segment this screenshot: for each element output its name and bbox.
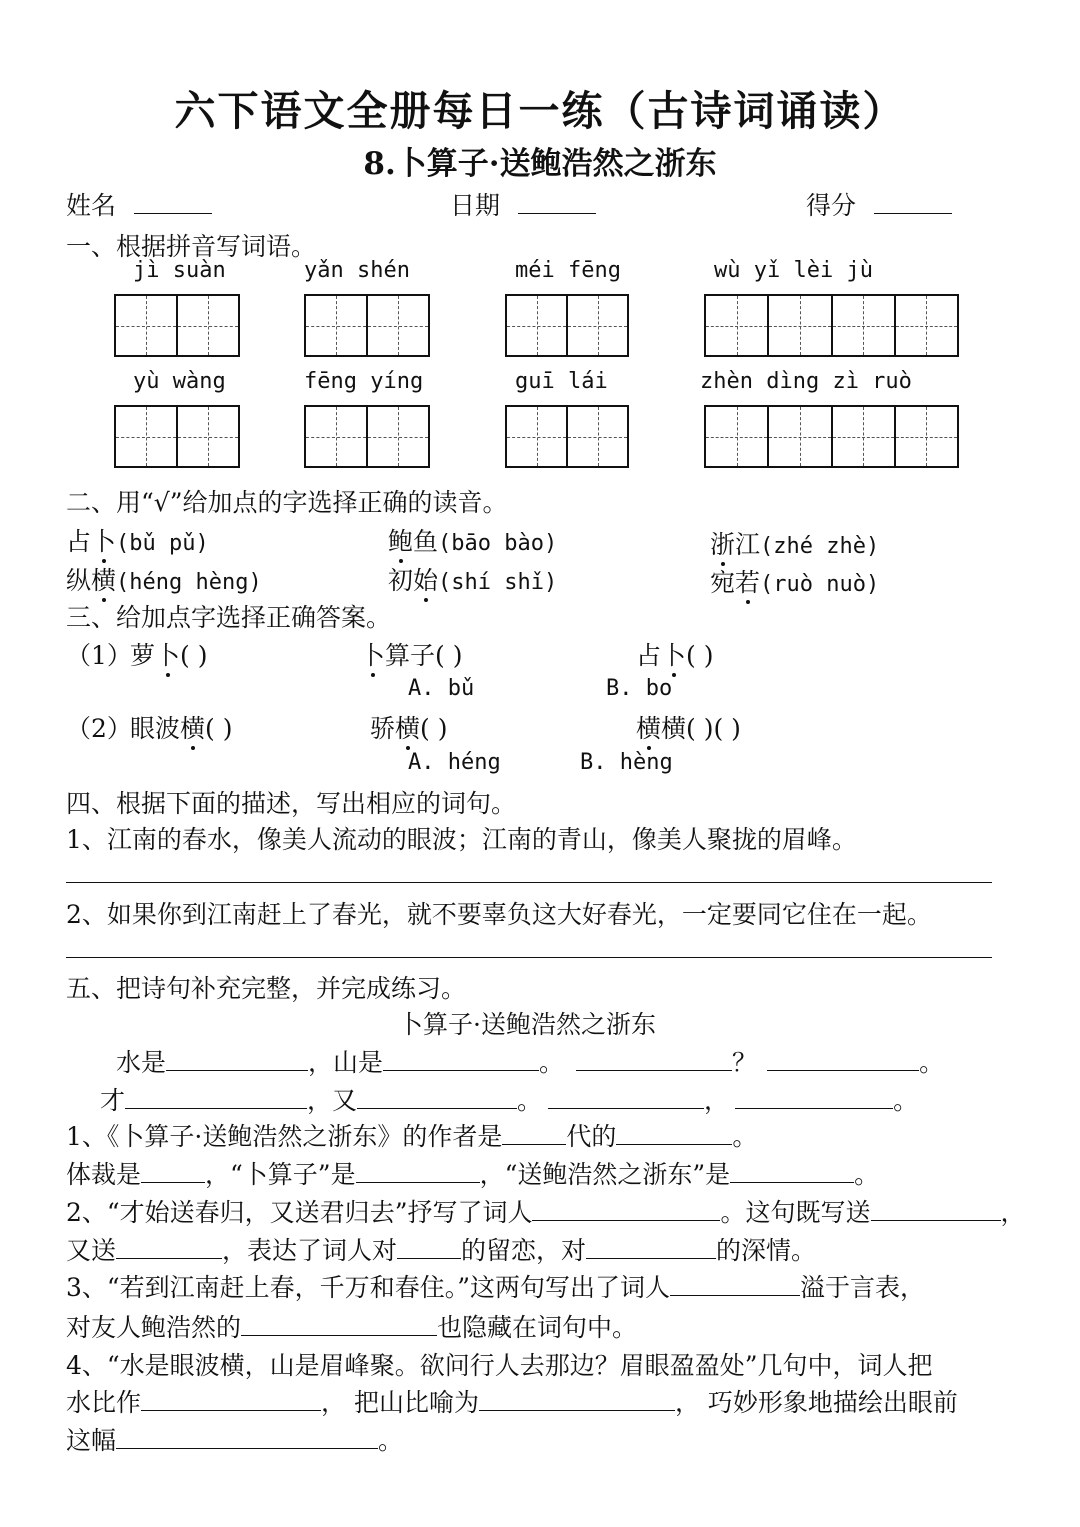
section-2-heading: 二、用“√”给加点的字选择正确的读音。: [66, 488, 508, 517]
answer-blank[interactable]: [141, 1388, 321, 1411]
q4-2-text: 2、如果你到江南赶上了春光，就不要辜负这大好春光，一定要同它住在一起。: [66, 900, 932, 929]
dotted-char: 卜: [91, 527, 117, 556]
writing-grid[interactable]: [304, 294, 430, 357]
name-label: 姓名: [66, 191, 117, 220]
pinyin-label: wù yǐ lèi jù: [714, 258, 873, 283]
pinyin-label: jì suàn: [133, 258, 226, 283]
answer-blank[interactable]: [735, 1086, 893, 1109]
q3-1-number: （1）: [66, 641, 132, 670]
answer-line[interactable]: [66, 882, 992, 883]
answer-blank[interactable]: ( )( ): [686, 714, 741, 743]
reading-item[interactable]: 浙江(zhé zhè): [710, 530, 880, 559]
answer-blank[interactable]: [767, 1048, 919, 1071]
answer-blank[interactable]: [670, 1273, 800, 1296]
dotted-char: 若: [735, 568, 761, 597]
writing-grid[interactable]: [704, 405, 959, 468]
pinyin-label: yù wàng: [133, 369, 226, 394]
answer-blank[interactable]: [356, 1160, 480, 1183]
section-3-heading: 三、给加点字选择正确答案。: [66, 603, 392, 632]
q5-4c: 这幅 。: [66, 1426, 404, 1455]
writing-grid[interactable]: [704, 294, 959, 357]
answer-blank[interactable]: [383, 1048, 539, 1071]
reading-item[interactable]: 初始(shí shǐ): [388, 566, 558, 595]
dotted-char: 横: [636, 714, 662, 743]
section-4-heading: 四、根据下面的描述，写出相应的词句。: [66, 789, 517, 818]
writing-grid[interactable]: [304, 405, 430, 468]
dotted-char: 始: [413, 566, 439, 595]
dotted-char: 横: [91, 566, 117, 595]
writing-grid[interactable]: [114, 405, 240, 468]
reading-item[interactable]: 纵横(héng hèng): [66, 566, 262, 595]
date-label: 日期: [450, 191, 501, 220]
option-b: B. hèng: [580, 750, 673, 775]
answer-blank[interactable]: [479, 1388, 675, 1411]
q5-1b: 体裁是 ，“卜算子”是 ，“送鲍浩然之浙东”是 。: [66, 1160, 880, 1189]
writing-grid[interactable]: [505, 405, 629, 468]
answer-blank[interactable]: [548, 1086, 704, 1109]
reading-options: (zhé zhè): [760, 534, 880, 559]
answer-blank[interactable]: ( ): [420, 714, 448, 743]
choice-item[interactable]: 骄横( ): [370, 714, 448, 743]
q5-2b: 又送 ，表达了词人对 的留恋，对 的深情。: [66, 1236, 817, 1265]
date-field[interactable]: [450, 186, 596, 222]
reading-item[interactable]: 鲍鱼(bāo bào): [388, 527, 558, 556]
writing-grid[interactable]: [505, 294, 629, 357]
dotted-char: 卜: [155, 641, 181, 670]
reading-options: (bāo bào): [438, 531, 558, 556]
answer-blank[interactable]: [141, 1160, 205, 1183]
answer-blank[interactable]: [871, 1198, 1001, 1221]
q5-3a: 3、“若到江南赶上春，千万和春住。”这两句写出了词人 溢于言表，: [66, 1273, 925, 1302]
answer-blank[interactable]: [357, 1086, 517, 1109]
poem-line-1: 水是 ，山是 。 ？ 。: [116, 1048, 945, 1077]
answer-blank[interactable]: [166, 1048, 308, 1071]
option-a: A. héng: [408, 750, 501, 775]
choice-item[interactable]: 卜算子( ): [360, 641, 463, 670]
q5-4a: 4、“水是眼波横，山是眉峰聚。欲问行人去那边？眉眼盈盈处”几句中，词人把: [66, 1351, 933, 1380]
option-a: A. bǔ: [408, 676, 475, 701]
score-field[interactable]: [806, 186, 952, 222]
answer-blank[interactable]: [125, 1086, 307, 1109]
answer-line[interactable]: [66, 957, 992, 958]
choice-item[interactable]: 占卜( ): [636, 641, 714, 670]
q5-1a: 1、《卜算子·送鲍浩然之浙东》的作者是 代的 。: [66, 1122, 758, 1151]
answer-blank[interactable]: [616, 1122, 732, 1145]
poem-title: 卜算子·送鲍浩然之浙东: [398, 1010, 656, 1039]
answer-blank[interactable]: [730, 1160, 854, 1183]
pinyin-label: méi fēng: [515, 258, 621, 283]
section-1-heading: 一、根据拼音写词语。: [66, 232, 317, 261]
q4-1-text: 1、江南的春水，像美人流动的眼波；江南的青山，像美人聚拢的眉峰。: [66, 825, 857, 854]
section-5-heading: 五、把诗句补充完整，并完成练习。: [66, 974, 467, 1003]
answer-blank[interactable]: [532, 1198, 720, 1221]
dotted-char: 浙: [710, 530, 736, 559]
pinyin-label: zhèn dìng zì ruò: [700, 369, 912, 394]
pinyin-label: fēng yíng: [304, 369, 424, 394]
answer-blank[interactable]: [241, 1313, 437, 1336]
name-field[interactable]: [66, 186, 212, 222]
choice-item[interactable]: 眼波横( ): [130, 714, 233, 743]
poem-line-2: 才 ，又 。 ， 。: [100, 1086, 919, 1115]
answer-blank[interactable]: [502, 1122, 566, 1145]
page-title: 六下语文全册每日一练（古诗词诵读）: [174, 87, 906, 135]
answer-blank[interactable]: [116, 1236, 222, 1259]
reading-item[interactable]: 宛若(ruò nuò): [710, 568, 880, 597]
choice-item[interactable]: 横横( )( ): [636, 714, 741, 743]
q5-2a: 2、“才始送春归，又送君归去”抒写了词人 。这句既写送 ，: [66, 1198, 1026, 1227]
reading-item[interactable]: 占卜(bǔ pǔ): [66, 527, 209, 556]
dotted-char: 横: [395, 714, 421, 743]
q5-3b: 对友人鲍浩然的 也隐藏在词句中。: [66, 1313, 638, 1342]
reading-options: (ruò nuò): [760, 572, 880, 597]
answer-blank[interactable]: ( ): [205, 714, 233, 743]
writing-grid[interactable]: [114, 294, 240, 357]
reading-options: (bǔ pǔ): [116, 531, 209, 556]
pinyin-label: yǎn shén: [304, 258, 410, 283]
answer-blank[interactable]: ( ): [686, 641, 714, 670]
dotted-char: 卜: [661, 641, 687, 670]
poem-subtitle: 8.卜算子·送鲍浩然之浙东: [363, 146, 717, 182]
option-b: B. bo: [606, 676, 673, 701]
answer-blank[interactable]: [576, 1048, 732, 1071]
choice-item[interactable]: 萝卜( ): [130, 641, 208, 670]
answer-blank[interactable]: [586, 1236, 716, 1259]
reading-options: (héng hèng): [116, 570, 262, 595]
score-label: 得分: [806, 191, 857, 220]
answer-blank[interactable]: [397, 1236, 461, 1259]
answer-blank[interactable]: [116, 1426, 378, 1449]
dotted-char: 横: [180, 714, 206, 743]
dotted-char: 卜: [360, 641, 386, 670]
answer-blank[interactable]: ( ): [435, 641, 463, 670]
dotted-char: 鲍: [388, 527, 414, 556]
pinyin-label: guī lái: [515, 369, 608, 394]
q3-2-number: （2）: [66, 714, 132, 743]
q5-4b: 水比作 ， 把山比喻为 ， 巧妙形象地描绘出眼前: [66, 1388, 958, 1417]
answer-blank[interactable]: ( ): [180, 641, 208, 670]
reading-options: (shí shǐ): [438, 570, 558, 595]
